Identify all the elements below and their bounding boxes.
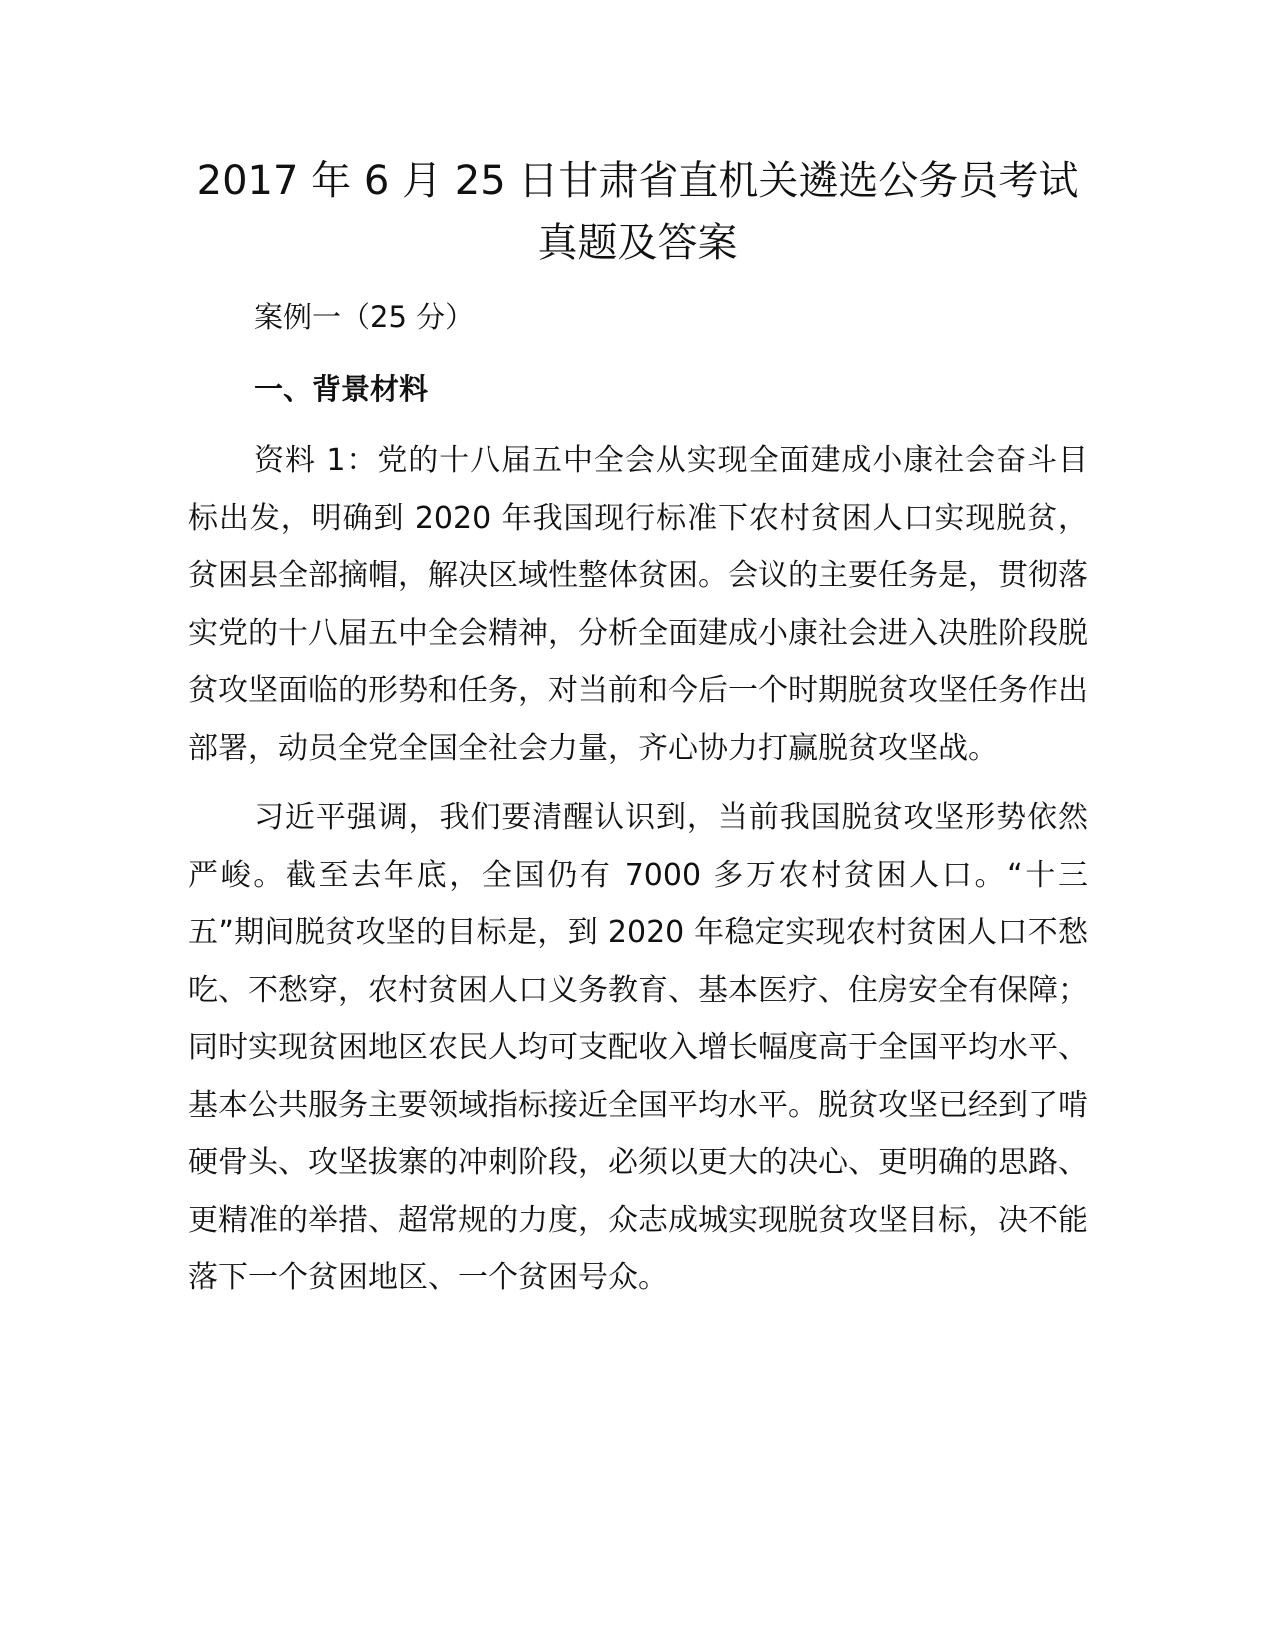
document-title [150,150,1125,274]
title-line-2: 真题及答案 [537,220,738,266]
paragraph-xi-emphasis: 习近平强调，我们要清醒认识到，当前我国脱贫攻坚形势依然严峻。截至去年底，全国仍有 7000 多万农村贫困人口。“十三五”期间脱贫攻坚的目标是，到 2020 年稳定实现农村贫困人口不愁吃、不愁穿，农村贫困人口义务教育、基本医疗、住房安全有保障；同时实现贫困地区农民人均可支配收入增长幅度高于全国平均水平、基本公共服务主要领域指标接近全国平均水平。脱贫攻坚已经到了啃硬骨头、攻坚拔寨的冲刺阶段，必须以更大的决心、更明确的思路、更精准的举措、超常规的力度，众志成城实现脱贫攻坚目标，决不能落下一个贫困地区、一个贫困号众。 [188,800,1088,1295]
paragraph-material-1: 资料 1：党的十八届五中全会从实现全面建成小康社会奋斗目标出发，明确到 2020 年我国现行标准下农村贫困人口实现脱贫，贫困县全部摘帽，解决区域性整体贫困。会议的主要任务是，贯彻落实党的十八届五中全会精神，分析全面建成小康社会进入决胜阶段脱贫攻坚面临的形势和任务，对当前和今后一个时期脱贫攻坚任务作出部署，动员全党全国全社会力量，齐心协力打赢脱贫攻坚战。 [188,443,1088,766]
section-heading: 一、背景材料 [254,372,429,406]
document-body [188,288,1088,1319]
title-line-1: 2017 年 6 月 25 日甘肃省直机关遴选公务员考试 [196,158,1079,204]
case-heading: 案例一（25 分） [254,300,475,334]
